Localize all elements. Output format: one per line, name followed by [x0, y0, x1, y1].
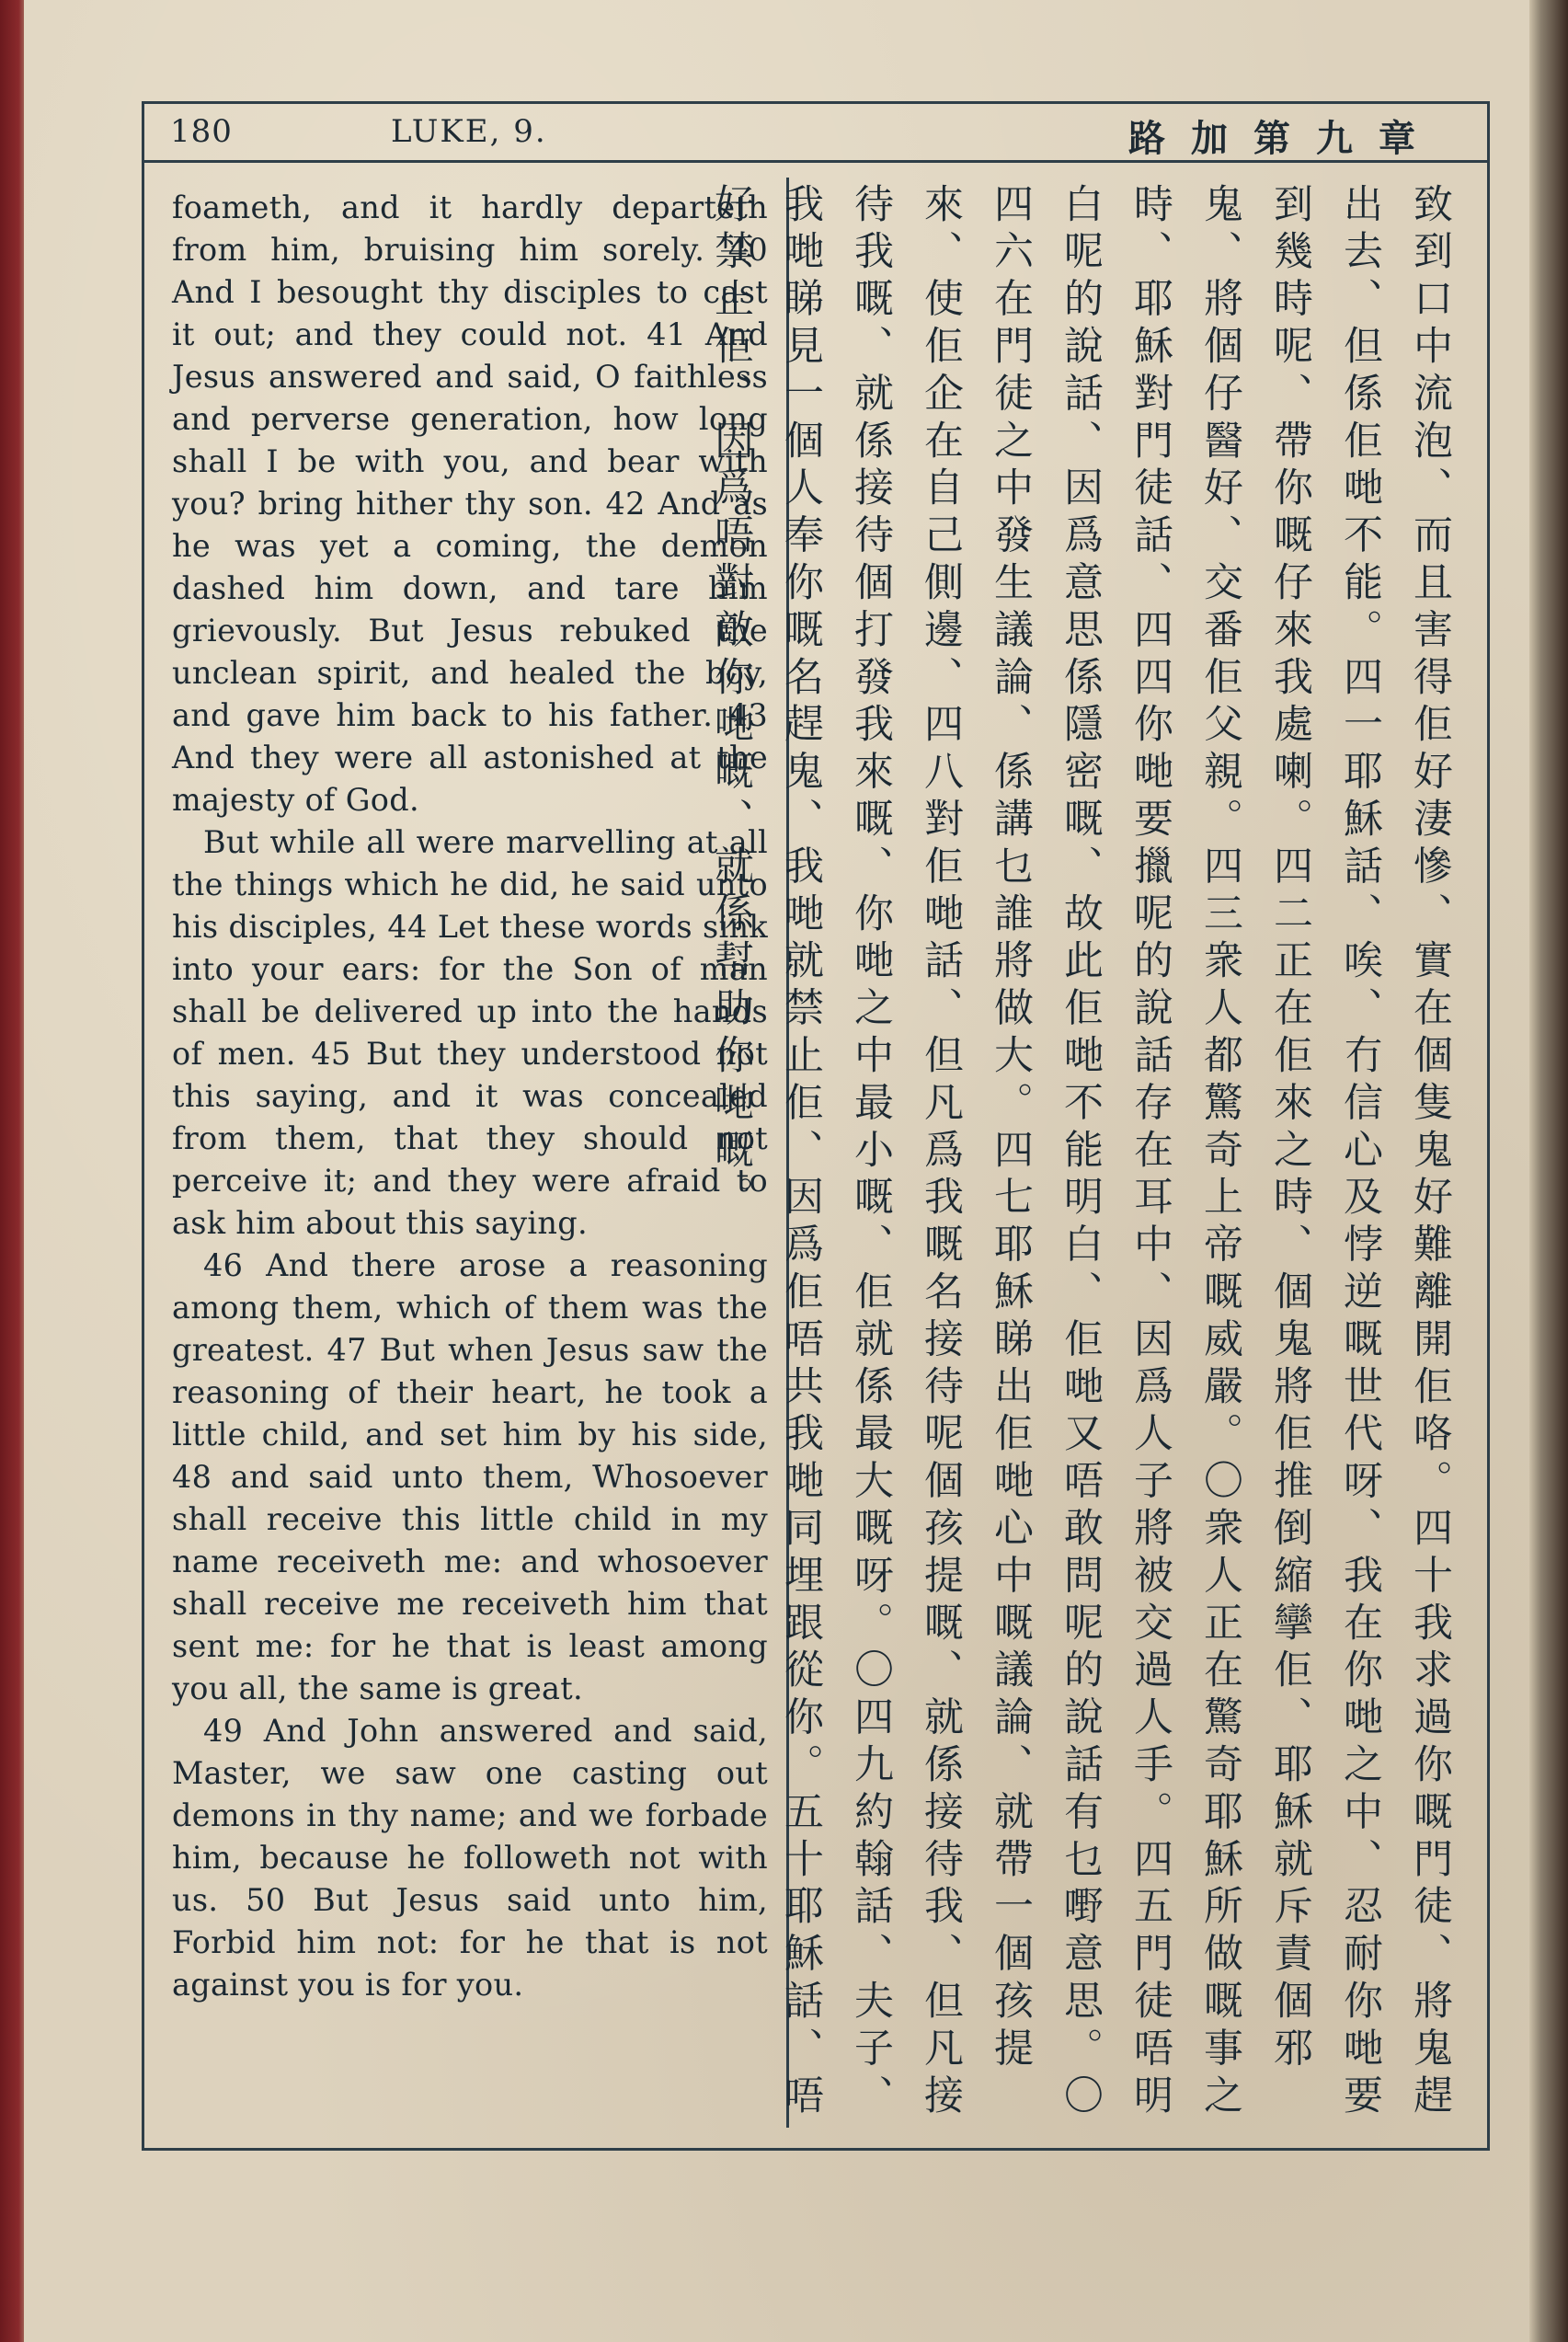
english-paragraph-1: foameth, and it hardly departeth from him, bruising him sorely. 40 And I besought thy disciples to cast it out; and they could not. 41 And Jesus answered and said, O faithless and perverse generation, how long shall I be with you, and bear with you? bring hither thy son. 42 And as he was yet a coming, the demon dashed him down, and tare him grievously. But Jesus rebuked the unclean spirit, and healed the boy, and gave him back to his father. 43 And they were all astonished at the majesty of God.: [172, 189, 768, 818]
book-gutter-shadow: [1529, 0, 1568, 2342]
running-head: LUKE, 9.: [391, 113, 547, 150]
text-frame: [142, 101, 1490, 2151]
chinese-column: 致到口中流泡、而且害得佢好淒慘、實在個隻鬼好難離開佢咯。四十我求過你嘅門徒、將鬼趕出去、但係佢哋不能。四一耶穌話、唉、冇信心及悖逆嘅世代呀、我在你哋之中、忍耐你哋要到幾時呢、帶你嘅仔來我處喇。四二正在佢來之時、個鬼將佢推倒縮攣佢、耶穌就斥責個邪鬼、將個仔醫好、交番佢父親。四三衆人都驚奇上帝嘅威嚴。〇衆人正在驚奇耶穌所做嘅事之時、耶穌對門徒話、四四你哋要擸呢的說話存在耳中、因爲人子將被交過人手。四五門徒唔明白呢的說話、因爲意思係隱密嘅、故此佢哋不能明白、佢哋又唔敢問呢的說話有乜嘢意思。〇四六在門徒之中發生議論、係講乜誰將做大。四七耶穌睇出佢哋心中嘅議論、就帶一個孩提來、使佢企在自己側邊、四八對佢哋話、但凡爲我嘅名接待呢個孩提嘅、就係接待我、但凡接待我嘅、就係接待個打發我來嘅、你哋之中最小嘅、佢就係最大嘅呀。〇四九約翰話、夫子、我哋睇見一個人奉你嘅名趕鬼、我哋就禁止佢、因爲佢唔共我哋同埋跟從你。五十耶穌話、唔好禁止佢、因爲唔對敵你哋嘅、就係幇助你哋嘅。: [708, 183, 1453, 2122]
page-sheet: [24, 0, 1537, 2342]
english-column: [172, 187, 768, 2006]
english-paragraph-3: 46 And there arose a reasoning among them, which of them was the greatest. 47 But when Jesus saw the reasoning of their heart, he took a little child, and set him by his side, 48 and said unto them, Whosoever shall receive this little child in my name receiveth me: and whosoever shall receive me receiveth him that sent me: for he that is least among you all, the same is great.: [172, 1247, 768, 1706]
page-number: 180: [170, 113, 233, 150]
page-header: [144, 104, 1487, 163]
english-paragraph-4: 49 And John answered and said, Master, we saw one casting out demons in thy name; and we forbade him, because he followeth not with us. 50 But Jesus said unto him, Forbid him not: for he that is not against you is for you.: [172, 1713, 768, 2003]
english-paragraph-2: But while all were marvelling at all the things which he did, he said unto his disciples, 44 Let these words sink into your ears: for the Son of man shall be delivered up into the hands of men. 45 But they understood not this saying, and it was concealed from them, that they should not perceive it; and they were afraid to ask him about this saying.: [172, 824, 768, 1241]
chinese-running-head: 路加第九章: [1128, 118, 1441, 160]
